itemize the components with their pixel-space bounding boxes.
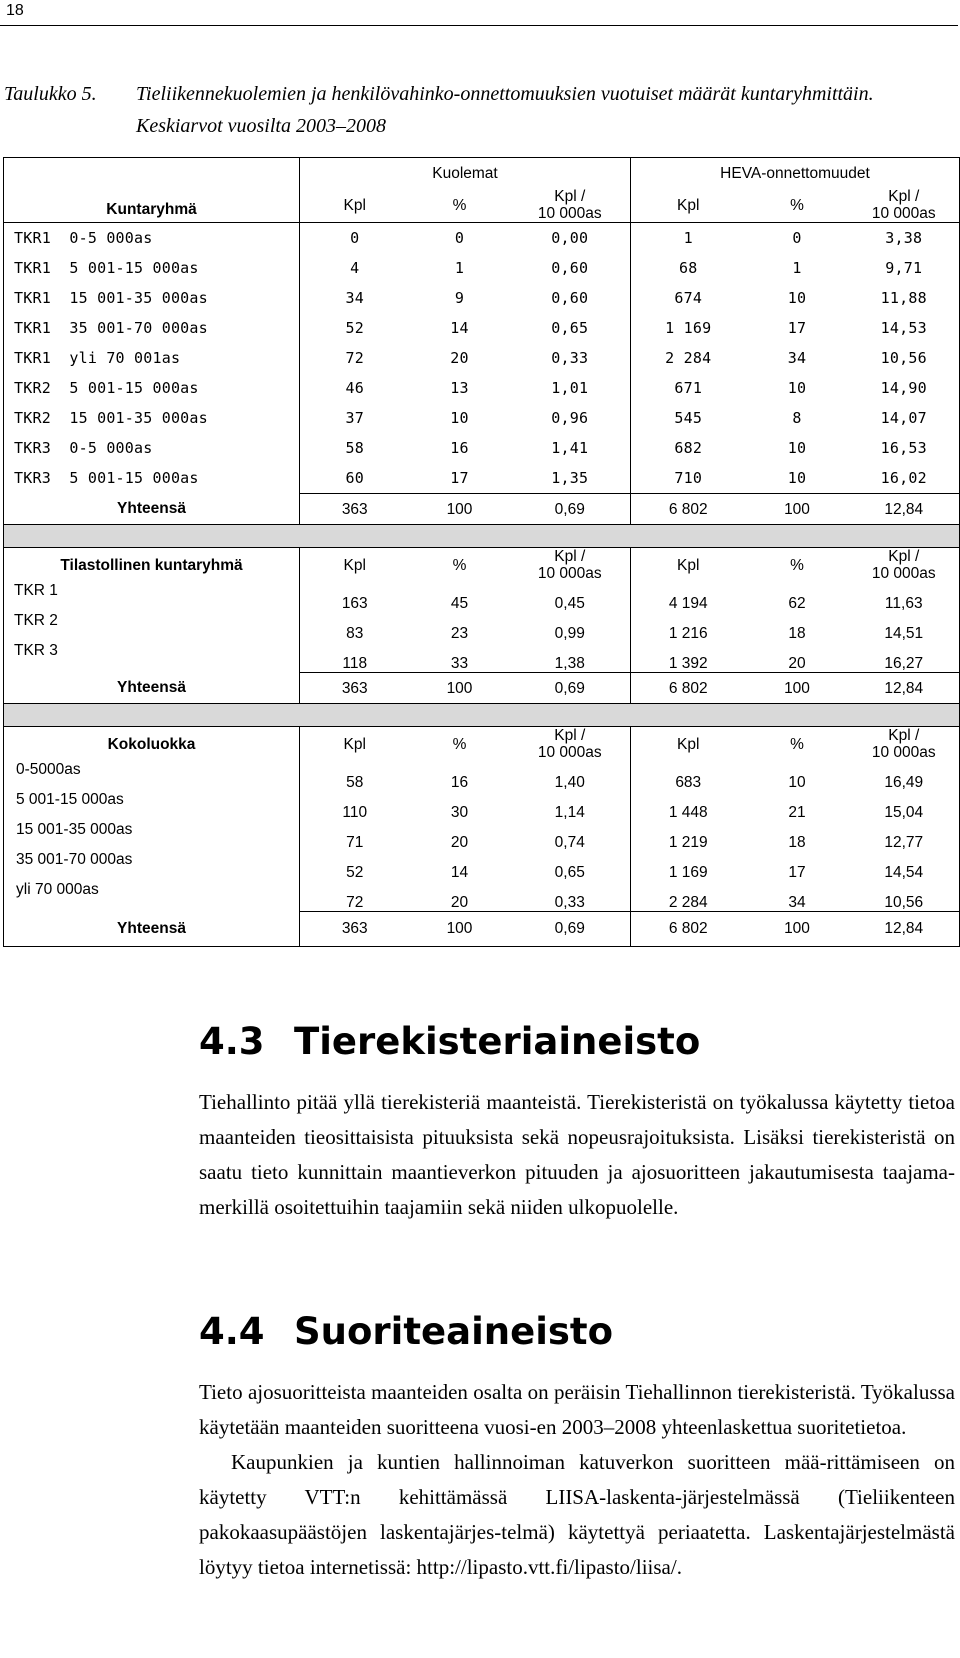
table-row — [4, 223, 960, 254]
table-cell: 1,40 — [554, 774, 585, 791]
row-label — [4, 283, 300, 313]
table-cell: 13 — [450, 378, 469, 397]
table-cell: 17 — [788, 864, 806, 881]
table-cell: 1 448 — [631, 791, 746, 821]
table-cell: 14,54 — [849, 851, 960, 881]
table-cell: 30 — [450, 804, 469, 821]
section-heading-4-4 — [199, 1310, 613, 1353]
row-label — [4, 313, 300, 343]
table-cell: 1 — [631, 223, 746, 254]
row-label: 5 001-15 000as — [4, 791, 300, 821]
table-cell: 46 — [300, 373, 410, 403]
section-title: Kuntaryhmä — [106, 201, 197, 218]
table-cell: 10 — [787, 468, 807, 487]
rate-line1: Kpl / — [554, 548, 586, 565]
table-row — [4, 851, 960, 881]
table-cell: 18 — [788, 834, 806, 851]
section-number: 4.3 — [199, 1020, 265, 1063]
row-range: yli 70 001as — [69, 348, 181, 367]
header-rule — [0, 25, 958, 26]
table-cell: 2 284 — [631, 343, 746, 373]
table-row — [4, 463, 960, 494]
table-cell: 10,56 — [849, 343, 960, 373]
table-row — [4, 343, 960, 373]
table-total-row — [4, 673, 960, 704]
table-cell: 11,63 — [849, 582, 960, 612]
row-label — [4, 223, 300, 254]
table-cell: 0,00 — [551, 228, 589, 247]
table-cell: 23 — [450, 625, 469, 642]
section-body-4-3 — [199, 1085, 955, 1225]
table-row — [4, 881, 960, 912]
column-header-kpl: Kpl — [631, 548, 746, 583]
table-cell: 0 — [300, 223, 410, 254]
row-label: TKR 1 — [4, 582, 300, 612]
table-cell: 16,53 — [849, 433, 960, 463]
column-header-kpl: Kpl — [300, 548, 410, 583]
table-cell: 0,60 — [551, 288, 589, 307]
table-row — [4, 761, 960, 791]
column-header-rate — [849, 727, 960, 762]
column-header-rate — [510, 727, 631, 762]
row-group: TKR1 — [14, 348, 51, 367]
row-group: TKR1 — [14, 318, 51, 337]
table-cell: 58 — [300, 761, 410, 791]
table-cell: 12,77 — [849, 821, 960, 851]
table-cell: 671 — [631, 373, 746, 403]
table-cell: 0,99 — [554, 625, 585, 642]
row-label — [4, 463, 300, 494]
table-cell: 15,04 — [849, 791, 960, 821]
group-header-deaths: Kuolemat — [300, 158, 631, 189]
rate-line1: Kpl / — [888, 548, 920, 565]
table-cell: 0,65 — [554, 864, 585, 881]
column-header-pct: % — [790, 556, 804, 574]
rate-line1: Kpl / — [554, 727, 586, 744]
table-cell: 16,49 — [849, 761, 960, 791]
table-cell: 6 802 — [631, 673, 746, 704]
table-cell: 6 802 — [631, 912, 746, 947]
row-label — [4, 403, 300, 433]
column-header-kpl: Kpl — [300, 727, 410, 762]
table-row — [4, 373, 960, 403]
row-label: TKR 3 — [4, 642, 300, 673]
table-cell: 100 — [746, 494, 849, 525]
column-header-rate — [849, 188, 960, 223]
row-label: 35 001-70 000as — [4, 851, 300, 881]
table-cell: 16,02 — [849, 463, 960, 494]
rate-line2: 10 000as — [871, 565, 936, 582]
section-number: 4.4 — [199, 1310, 265, 1353]
table-cell: 674 — [631, 283, 746, 313]
rate-line1: Kpl / — [554, 188, 586, 205]
table-cell: 14 — [450, 864, 469, 881]
table-cell: 10 — [787, 438, 807, 457]
table-cell: 72 — [300, 881, 410, 912]
table-cell: 14,90 — [849, 373, 960, 403]
row-range: 5 001-15 000as — [69, 468, 199, 487]
table-cell: 9 — [454, 288, 465, 307]
table-cell: 12,84 — [849, 912, 960, 947]
table-cell: 52 — [300, 313, 410, 343]
table-row — [4, 642, 960, 673]
table-cell: 3,38 — [849, 223, 960, 254]
table-cell: 68 — [631, 253, 746, 283]
row-group: TKR2 — [14, 408, 51, 427]
table-row — [4, 313, 960, 343]
table-cell: 10 — [450, 408, 469, 427]
table-cell: 1 — [792, 258, 802, 277]
header-corner — [4, 158, 300, 223]
rate-line2: 10 000as — [537, 565, 602, 582]
total-label: Yhteensä — [4, 673, 300, 704]
table-cell: 1 169 — [631, 851, 746, 881]
row-range: 5 001-15 000as — [69, 258, 199, 277]
group-header-heva: HEVA-onnettomuudet — [631, 158, 960, 189]
table-cell: 10 — [787, 378, 807, 397]
table-cell: 163 — [300, 582, 410, 612]
table-cell: 1,35 — [551, 468, 589, 487]
table-cell: 0 — [454, 228, 465, 247]
table-cell: 34 — [300, 283, 410, 313]
row-label: 0-5000as — [4, 761, 300, 791]
total-label: Yhteensä — [4, 494, 300, 525]
table-cell: 10 — [788, 774, 806, 791]
table-cell: 60 — [300, 463, 410, 494]
column-header-kpl: Kpl — [300, 188, 410, 223]
table-cell: 0,69 — [510, 494, 631, 525]
table-cell: 0,69 — [510, 912, 631, 947]
table-cell: 14,51 — [849, 612, 960, 642]
column-header-rate — [510, 548, 631, 583]
table-row — [4, 283, 960, 313]
paragraph: Kaupunkien ja kuntien hallinnoiman katuverkon suoritteen mää-rittämiseen on käytetty VTT:n kehittämässä LIISA-laskenta-järjestelmässä (Tieliikenteen pakokaasupäästöjen laskentajärjes-telmä) käytettyä periaatetta. Laskentajärjestelmästä löytyy tietoa internetissä: http://lipasto.vtt.fi/lipasto/liisa/. — [199, 1450, 955, 1579]
row-range: 5 001-15 000as — [69, 378, 199, 397]
table-cell: 363 — [300, 912, 410, 947]
rate-line2: 10 000as — [537, 744, 602, 761]
table-cell: 1 216 — [631, 612, 746, 642]
rate-line1: Kpl / — [888, 727, 920, 744]
table-cell: 37 — [300, 403, 410, 433]
column-header-kpl: Kpl — [631, 188, 746, 223]
rate-line2: 10 000as — [871, 744, 936, 761]
row-range: 0-5 000as — [69, 228, 153, 247]
table-cell: 4 194 — [631, 582, 746, 612]
row-label — [4, 433, 300, 463]
table-cell: 0,65 — [551, 318, 589, 337]
table-cell: 83 — [300, 612, 410, 642]
table-cell: 0,74 — [554, 834, 585, 851]
table-cell: 12,84 — [849, 494, 960, 525]
row-group: TKR3 — [14, 468, 51, 487]
table-cell: 1,14 — [554, 804, 585, 821]
separator-band — [4, 525, 960, 548]
section-title: Kokoluokka — [4, 727, 300, 762]
table-cell: 0,60 — [551, 258, 589, 277]
table-row — [4, 433, 960, 463]
table-cell: 72 — [300, 343, 410, 373]
table-cell: 545 — [631, 403, 746, 433]
paragraph: Tieto ajosuoritteista maanteiden osalta on peräisin Tiehallinnon tierekisteristä. Työkalussa käytetään maanteiden suoritteena vuosi-en 2003–2008 yhteenlaskettua suoritetietoa. — [199, 1380, 955, 1439]
table-cell: 12,84 — [849, 673, 960, 704]
column-header-rate — [849, 548, 960, 583]
table-total-row — [4, 912, 960, 947]
column-header-pct: % — [410, 188, 510, 223]
table-cell: 17 — [787, 318, 807, 337]
total-label: Yhteensä — [4, 912, 300, 947]
row-group: TKR1 — [14, 228, 51, 247]
table-row — [4, 821, 960, 851]
row-range: 35 001-70 000as — [69, 318, 208, 337]
row-group: TKR3 — [14, 438, 51, 457]
row-range: 15 001-35 000as — [69, 288, 208, 307]
table-cell: 10,56 — [849, 881, 960, 912]
table-header-row — [4, 548, 960, 583]
table-cell: 363 — [300, 494, 410, 525]
table-cell: 683 — [631, 761, 746, 791]
rate-line1: Kpl / — [888, 188, 920, 205]
caption-label: Taulukko 5. — [4, 83, 97, 105]
table-cell: 0,33 — [551, 348, 589, 367]
table-cell: 100 — [746, 912, 849, 947]
table-row — [4, 612, 960, 642]
row-label — [4, 373, 300, 403]
table-cell: 33 — [450, 655, 469, 672]
table-cell: 6 802 — [631, 494, 746, 525]
table-cell: 10 — [787, 288, 807, 307]
row-group: TKR2 — [14, 378, 51, 397]
column-header-pct: % — [790, 735, 804, 753]
table-cell: 21 — [788, 804, 806, 821]
table-cell: 100 — [410, 673, 510, 704]
section-heading-4-3 — [199, 1020, 700, 1063]
row-label — [4, 253, 300, 283]
table-cell: 1,38 — [554, 655, 585, 672]
rate-line2: 10 000as — [537, 205, 602, 222]
section-body-4-4 — [199, 1375, 955, 1585]
table-cell: 4 — [300, 253, 410, 283]
table-cell: 45 — [450, 595, 469, 612]
table-cell: 14 — [450, 318, 469, 337]
table-cell: 682 — [631, 433, 746, 463]
table-cell: 0,33 — [554, 894, 585, 911]
table-cell: 62 — [788, 595, 806, 612]
table-separator-row — [4, 525, 960, 548]
table-cell: 20 — [788, 655, 806, 672]
table-cell: 34 — [787, 348, 807, 367]
table-cell: 1 219 — [631, 821, 746, 851]
table-cell: 20 — [450, 834, 469, 851]
table-row — [4, 403, 960, 433]
column-header-pct: % — [452, 556, 467, 574]
table-cell: 71 — [300, 821, 410, 851]
row-label: yli 70 000as — [4, 881, 300, 912]
table-cell: 14,53 — [849, 313, 960, 343]
table-cell: 110 — [300, 791, 410, 821]
table-row — [4, 253, 960, 283]
table-total-row — [4, 494, 960, 525]
row-range: 0-5 000as — [69, 438, 153, 457]
table-cell: 363 — [300, 673, 410, 704]
table-cell: 16 — [450, 438, 469, 457]
table-cell: 0,69 — [510, 673, 631, 704]
table-cell: 11,88 — [849, 283, 960, 313]
table-cell: 14,07 — [849, 403, 960, 433]
table-cell: 1,01 — [551, 378, 589, 397]
table-cell: 18 — [788, 625, 806, 642]
row-label: TKR 2 — [4, 612, 300, 642]
table-cell: 0,45 — [554, 595, 585, 612]
paragraph: Tiehallinto pitää yllä tierekisteriä maanteistä. Tierekisteristä on työkalussa käytetty tietoa maanteiden tieosittaisista pituuksista sekä nopeusrajoituksista. Lisäksi tierekisteristä on saatu tieto kunnittain maantieverkon pituuden ja ajosuoritteen jakautumisesta taajama-merkillä osoitettuihin taajamiin sekä niiden ulkopuolelle. — [199, 1090, 955, 1219]
caption-text: Tieliikennekuolemien ja henkilövahinko-onnettomuuksien vuotuiset määrät kuntaryhmittäin. Keskiarvot vuosilta 2003–2008 — [136, 83, 874, 137]
table-cell: 2 284 — [631, 881, 746, 912]
column-header-kpl: Kpl — [631, 727, 746, 762]
table-cell: 710 — [631, 463, 746, 494]
table-cell: 16,27 — [849, 642, 960, 673]
column-header-pct: % — [746, 188, 849, 223]
row-group: TKR1 — [14, 258, 51, 277]
rate-line2: 10 000as — [871, 205, 936, 222]
table-cell: 34 — [788, 894, 806, 911]
table-cell: 20 — [450, 348, 469, 367]
table-cell: 1,41 — [551, 438, 589, 457]
table-cell: 17 — [450, 468, 469, 487]
section-title: Suoriteaineisto — [294, 1310, 614, 1353]
column-header-rate — [510, 188, 631, 223]
section-title: Tilastollinen kuntaryhmä — [4, 548, 300, 583]
table-cell: 1 — [454, 258, 465, 277]
separator-band — [4, 704, 960, 727]
table-row — [4, 582, 960, 612]
table-separator-row — [4, 704, 960, 727]
table-cell: 16 — [450, 774, 469, 791]
row-range: 15 001-35 000as — [69, 408, 208, 427]
column-header-pct: % — [452, 735, 467, 753]
table-cell: 8 — [792, 408, 802, 427]
table-cell: 100 — [746, 673, 849, 704]
row-label — [4, 343, 300, 373]
table-cell: 118 — [300, 642, 410, 673]
table-cell: 1 169 — [631, 313, 746, 343]
table-header-row — [4, 727, 960, 762]
table-cell: 0,96 — [551, 408, 589, 427]
table-cell: 0 — [792, 228, 802, 247]
table-header-group-row — [4, 158, 960, 189]
row-label: 15 001-35 000as — [4, 821, 300, 851]
row-group: TKR1 — [14, 288, 51, 307]
data-table — [3, 157, 960, 947]
page-number: 18 — [6, 2, 24, 19]
table-cell: 52 — [300, 851, 410, 881]
section-title: Tierekisteriaineisto — [294, 1020, 701, 1063]
table-cell: 100 — [410, 912, 510, 947]
table-cell: 100 — [410, 494, 510, 525]
table-cell: 1 392 — [631, 642, 746, 673]
table-cell: 20 — [450, 894, 469, 911]
table-cell: 9,71 — [849, 253, 960, 283]
table-cell: 58 — [300, 433, 410, 463]
table-row — [4, 791, 960, 821]
